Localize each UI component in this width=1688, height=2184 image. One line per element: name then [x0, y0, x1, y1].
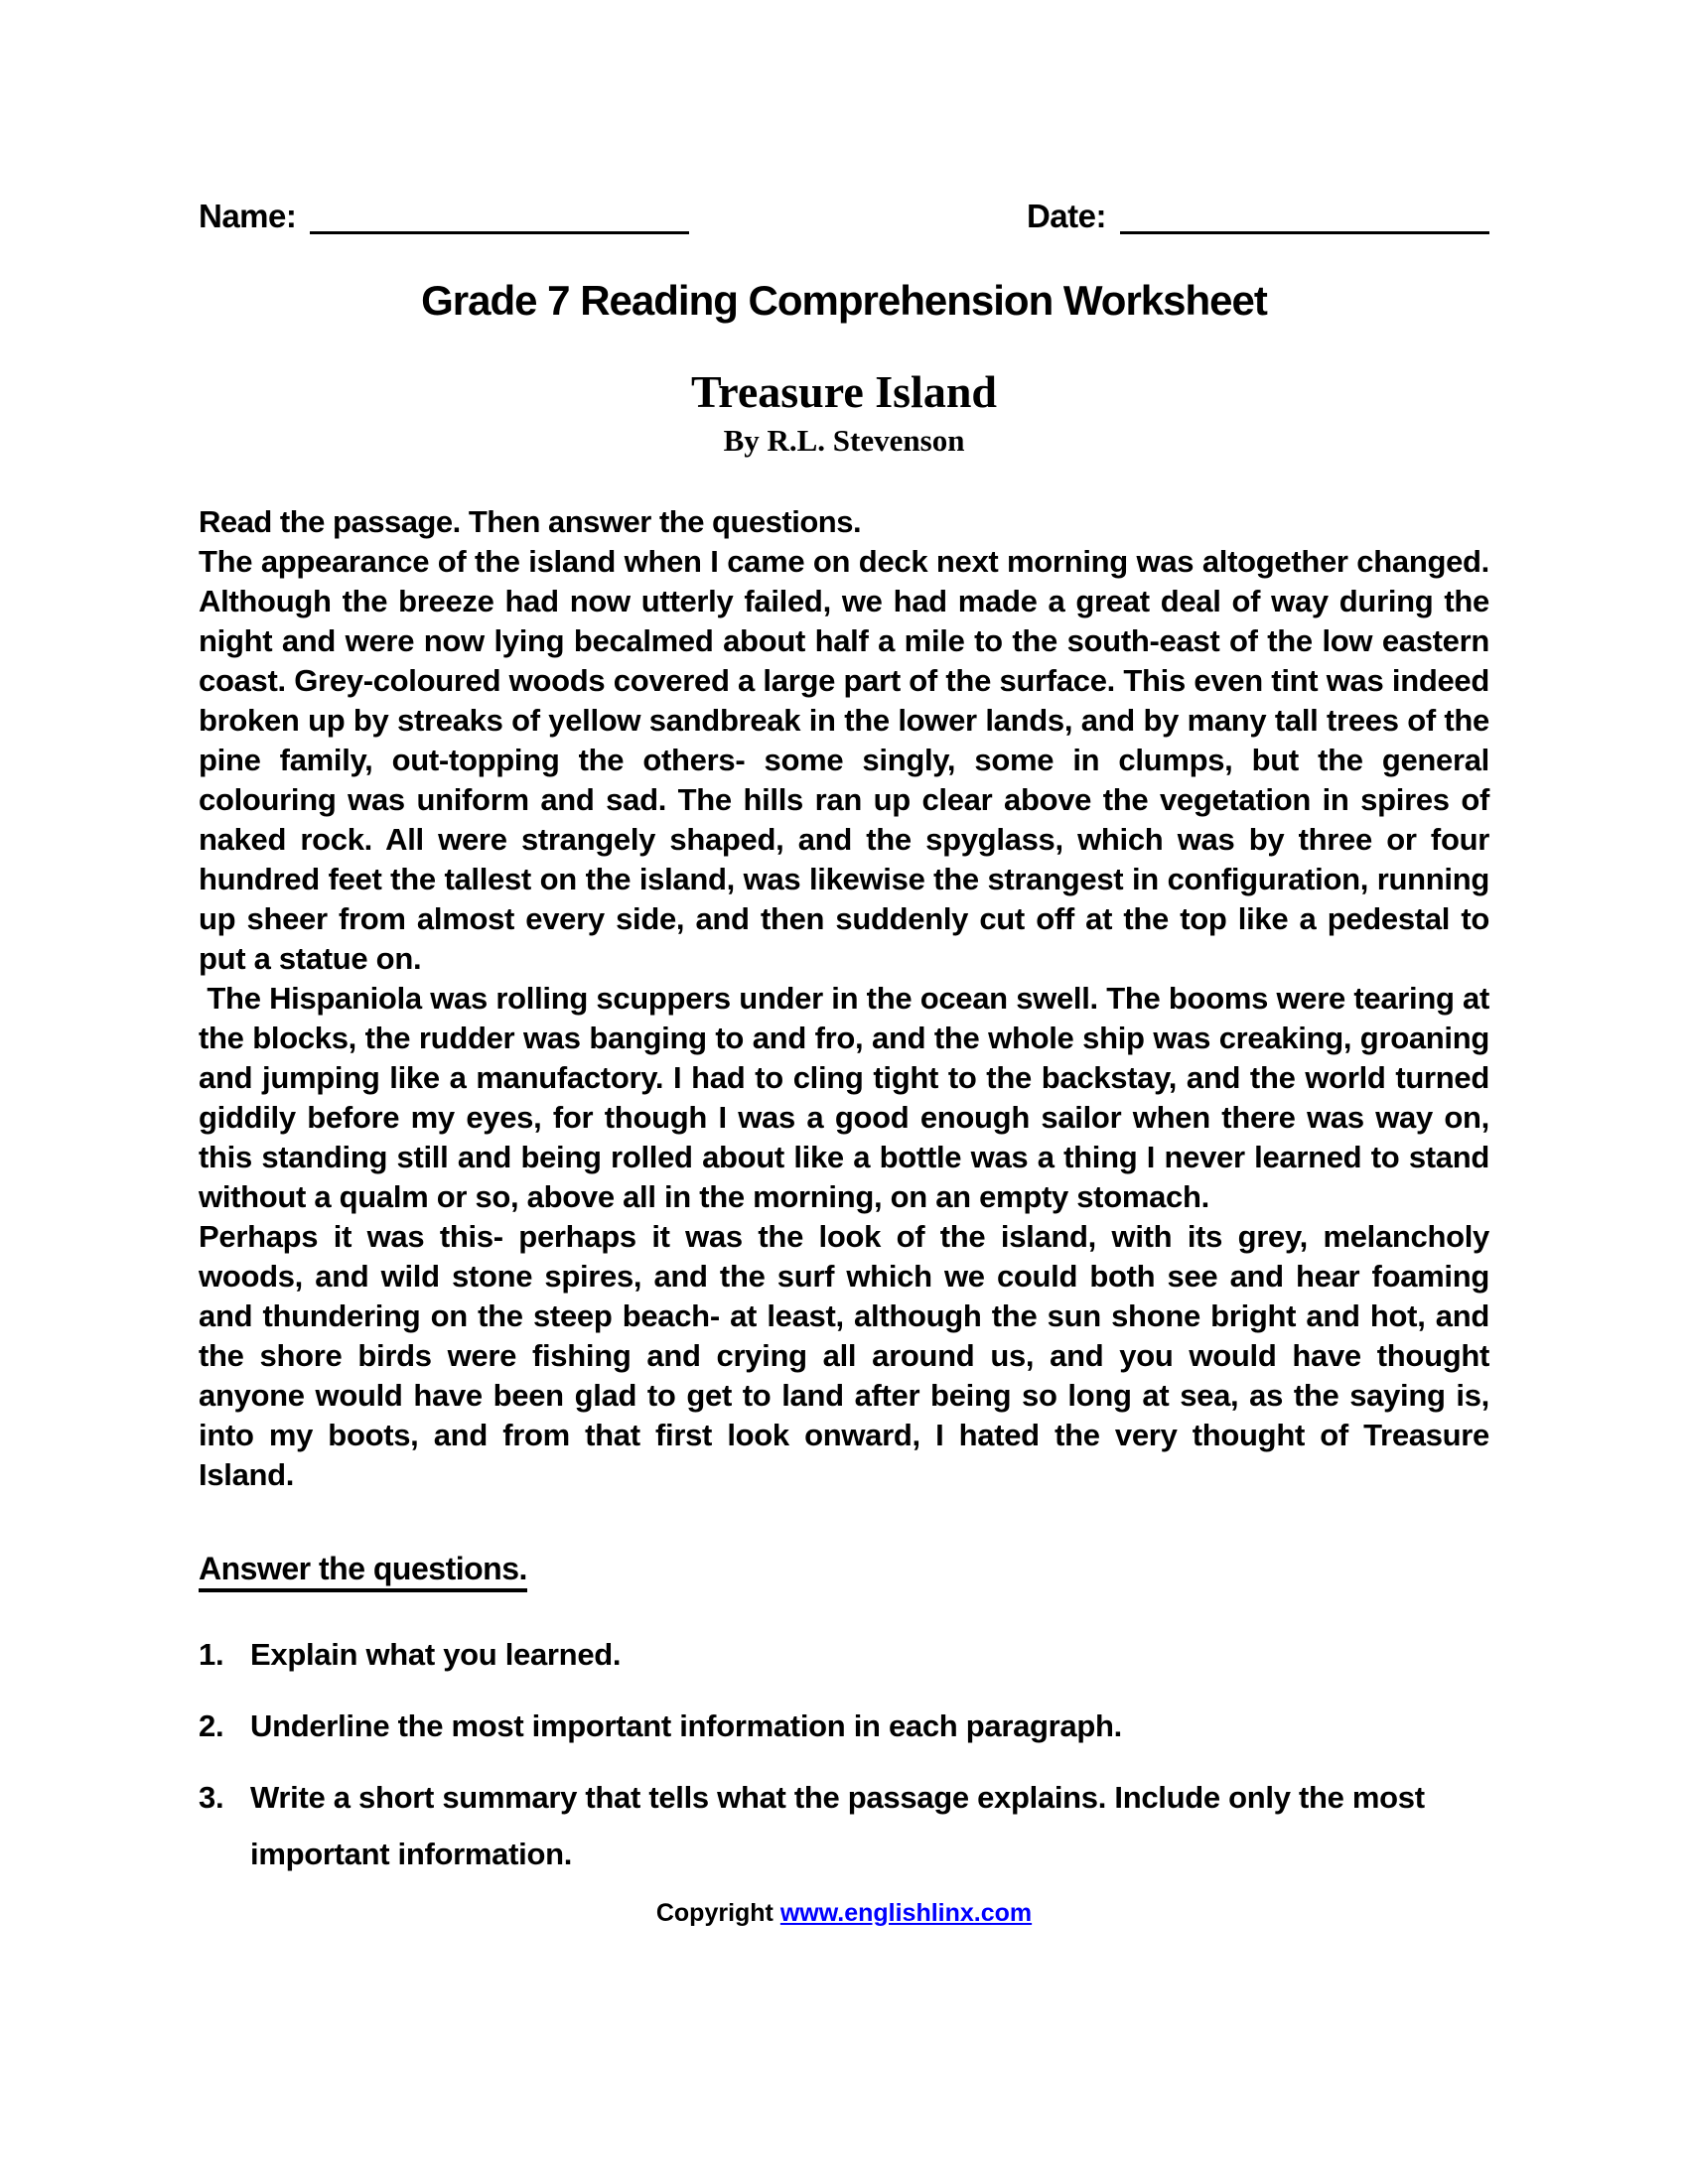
- question-number: 1.: [199, 1637, 224, 1672]
- passage-paragraph-1: The appearance of the island when I came on deck next morning was altogether changed. Although the breeze had now utterly failed, we had made a great deal of way during the night and were now lying becalmed about half a mile to the south-east of the low eastern coast. Grey-coloured woods covered a large part of the surface. This even tint was indeed broken up by streaks of yellow sandbreak in the lower lands, and by many tall trees of the pine family, out-topping the others- some singly, some in clumps, but the general colouring was uniform and sad. The hills ran up clear above the vegetation in spires of naked rock. All were strangely shaped, and the spyglass, which was by three or four hundred feet the tallest on the island, was likewise the strangest in configuration, running up sheer from almost every side, and then suddenly cut off at the top like a pedestal to put a statue on.: [199, 544, 1489, 976]
- question-item-2: [199, 1698, 1489, 1754]
- worksheet-title: Grade 7 Reading Comprehension Worksheet: [421, 277, 1267, 324]
- name-label: Name:: [199, 198, 297, 234]
- name-blank-line: [310, 202, 689, 234]
- name-field-group: [199, 199, 689, 234]
- date-field-group: [1027, 199, 1489, 234]
- question-number: 2.: [199, 1708, 224, 1743]
- passage-title: Treasure Island: [690, 366, 997, 417]
- copyright-link[interactable]: www.englishlinx.com: [779, 1899, 1033, 1927]
- copyright-label: Copyright: [655, 1899, 780, 1927]
- answer-questions-heading: Answer the questions.: [199, 1551, 527, 1592]
- question-text: Underline the most important information in each paragraph.: [250, 1708, 1122, 1743]
- passage-paragraph-2: The Hispaniola was rolling scuppers under in the ocean swell. The booms were tearing at the blocks, the rudder was banging to and fro, and the whole ship was creaking, groaning and jumping like a manufactory. I had to cling tight to the backstay, and the world turned giddily before my eyes, for though I was a good enough sailor when there was way on, this standing still and being rolled about like a bottle was a thing I never learned to stand without a qualm or so, above all in the morning, on an empty stomach.: [199, 981, 1489, 1214]
- questions-list: [199, 1626, 1489, 1882]
- passage-instructions: Read the passage. Then answer the questions.: [199, 504, 862, 539]
- passage-author: By R.L. Stevenson: [723, 423, 965, 458]
- question-text: Write a short summary that tells what the passage explains. Include only the most important information.: [250, 1780, 1425, 1871]
- date-blank-line: [1120, 202, 1489, 234]
- header: [199, 199, 1489, 234]
- passage-body: [199, 542, 1489, 1495]
- question-text: Explain what you learned.: [250, 1637, 622, 1672]
- date-label: Date:: [1026, 198, 1106, 234]
- question-item-3: [199, 1769, 1489, 1882]
- footer: [199, 1898, 1489, 1928]
- question-number: 3.: [199, 1780, 224, 1815]
- passage-paragraph-3: Perhaps it was this- perhaps it was the look of the island, with its grey, melancholy woods, and wild stone spires, and the surf which we could both see and hear foaming and thundering on the steep beach- at least, although the sun shone bright and hot, and the shore birds were fishing and crying all around us, and you would have thought anyone would have been glad to get to land after being so long at sea, as the saying is, into my boots, and from that first look onward, I hated the very thought of Treasure Island.: [199, 1219, 1489, 1492]
- question-item-1: [199, 1626, 1489, 1683]
